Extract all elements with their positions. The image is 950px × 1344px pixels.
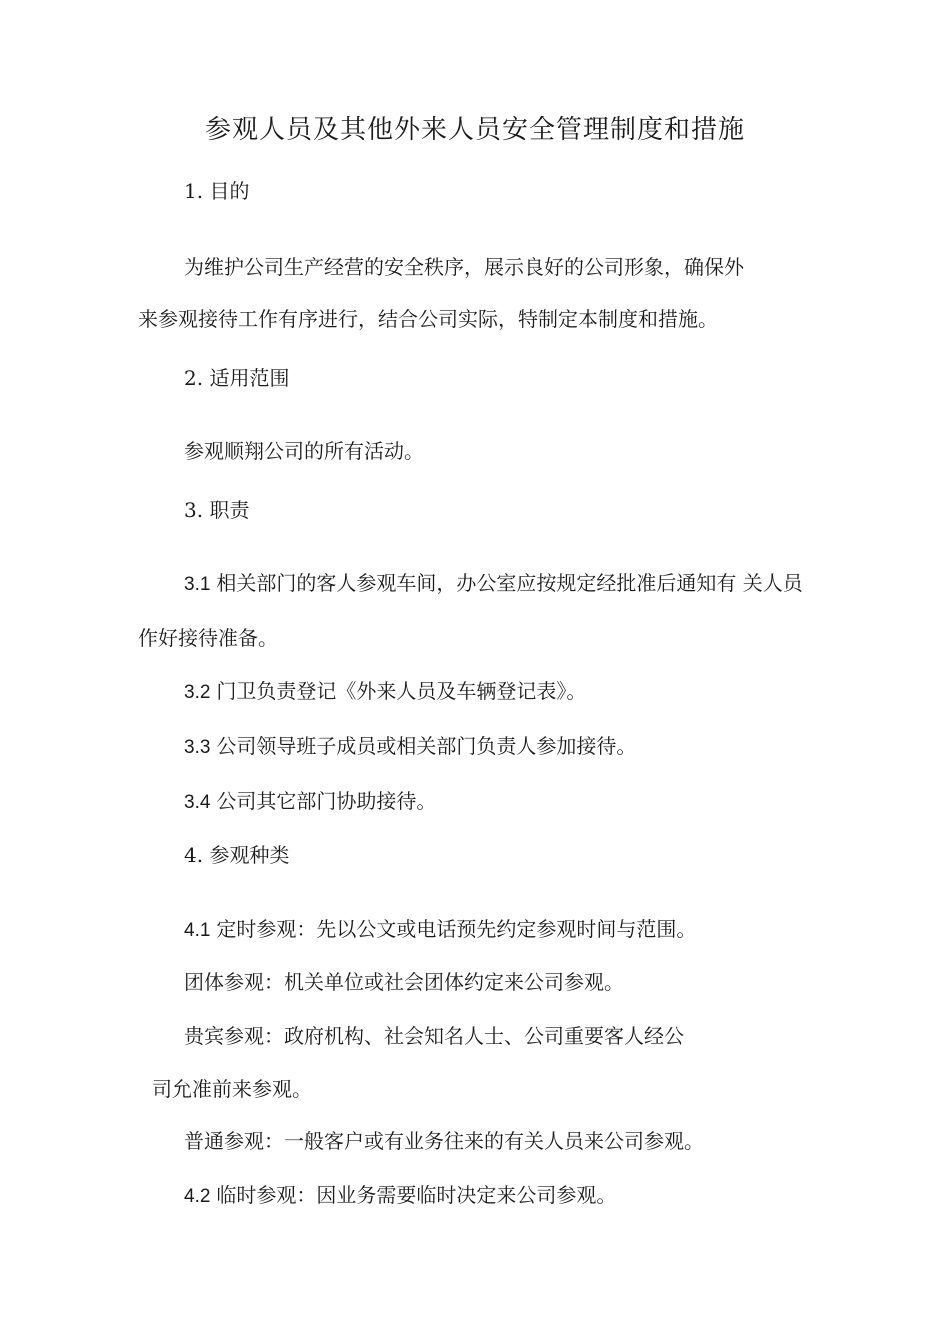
item-3-3 [184,731,636,763]
item-3-3-text: 公司领导班子成员或相关部门负责人参加接待。 [216,734,637,758]
normal-visit-text: 普通参观：一般客户或有业务往来的有关人员来公司参观。 [184,1129,704,1153]
item-3-3-number: 3.3 [184,737,211,758]
item-4-1-number: 4.1 [184,920,211,941]
item-3-1-number: 3.1 [184,574,211,595]
section-1-heading: 1. 目的 [184,179,250,203]
item-3-2-number: 3.2 [184,682,211,703]
item-4-2-text: 临时参观：因业务需要临时决定来公司参观。 [216,1183,617,1207]
section-2-paragraph: 参观顺翔公司的所有活动。 [184,439,424,463]
vip-visit-text-line-1: 贵宾参观：政府机构、社会知名人士、公司重要客人经公 [184,1024,684,1048]
item-4-1-text: 定时参观：先以公文或电话预先约定参观时间与范围。 [216,917,697,941]
item-3-4-text: 公司其它部门协助接待。 [216,789,437,813]
item-4-2-number: 4.2 [184,1186,211,1207]
section-4-heading: 4. 参观种类 [184,843,290,867]
section-1-paragraph-line-1: 为维护公司生产经营的安全秩序，展示良好的公司形象，确保外 [184,255,744,279]
item-4-1 [184,914,696,946]
section-3-heading: 3. 职责 [184,498,250,522]
section-1-paragraph-line-2: 来参观接待工作有序进行，结合公司实际，特制定本制度和措施。 [138,307,718,331]
group-visit-text: 团体参观：机关单位或社会团体约定来公司参观。 [184,970,624,994]
item-3-2-text: 门卫负责登记《外来人员及车辆登记表》。 [216,679,587,703]
document-title: 参观人员及其他外来人员安全管理制度和措施 [204,115,745,145]
section-2-heading: 2. 适用范围 [184,366,290,390]
item-4-2 [184,1180,616,1212]
item-3-2 [184,676,586,708]
item-3-1-text-line-1: 相关部门的客人参观车间，办公室应按规定经批准后通知有 关人员 [216,571,803,595]
item-3-4-number: 3.4 [184,792,211,813]
vip-visit-text-line-2: 司允准前来参观。 [152,1077,312,1101]
item-3-1-text-line-2: 作好接待准备。 [138,626,278,650]
item-3-4 [184,786,436,818]
item-3-1 [184,568,803,600]
